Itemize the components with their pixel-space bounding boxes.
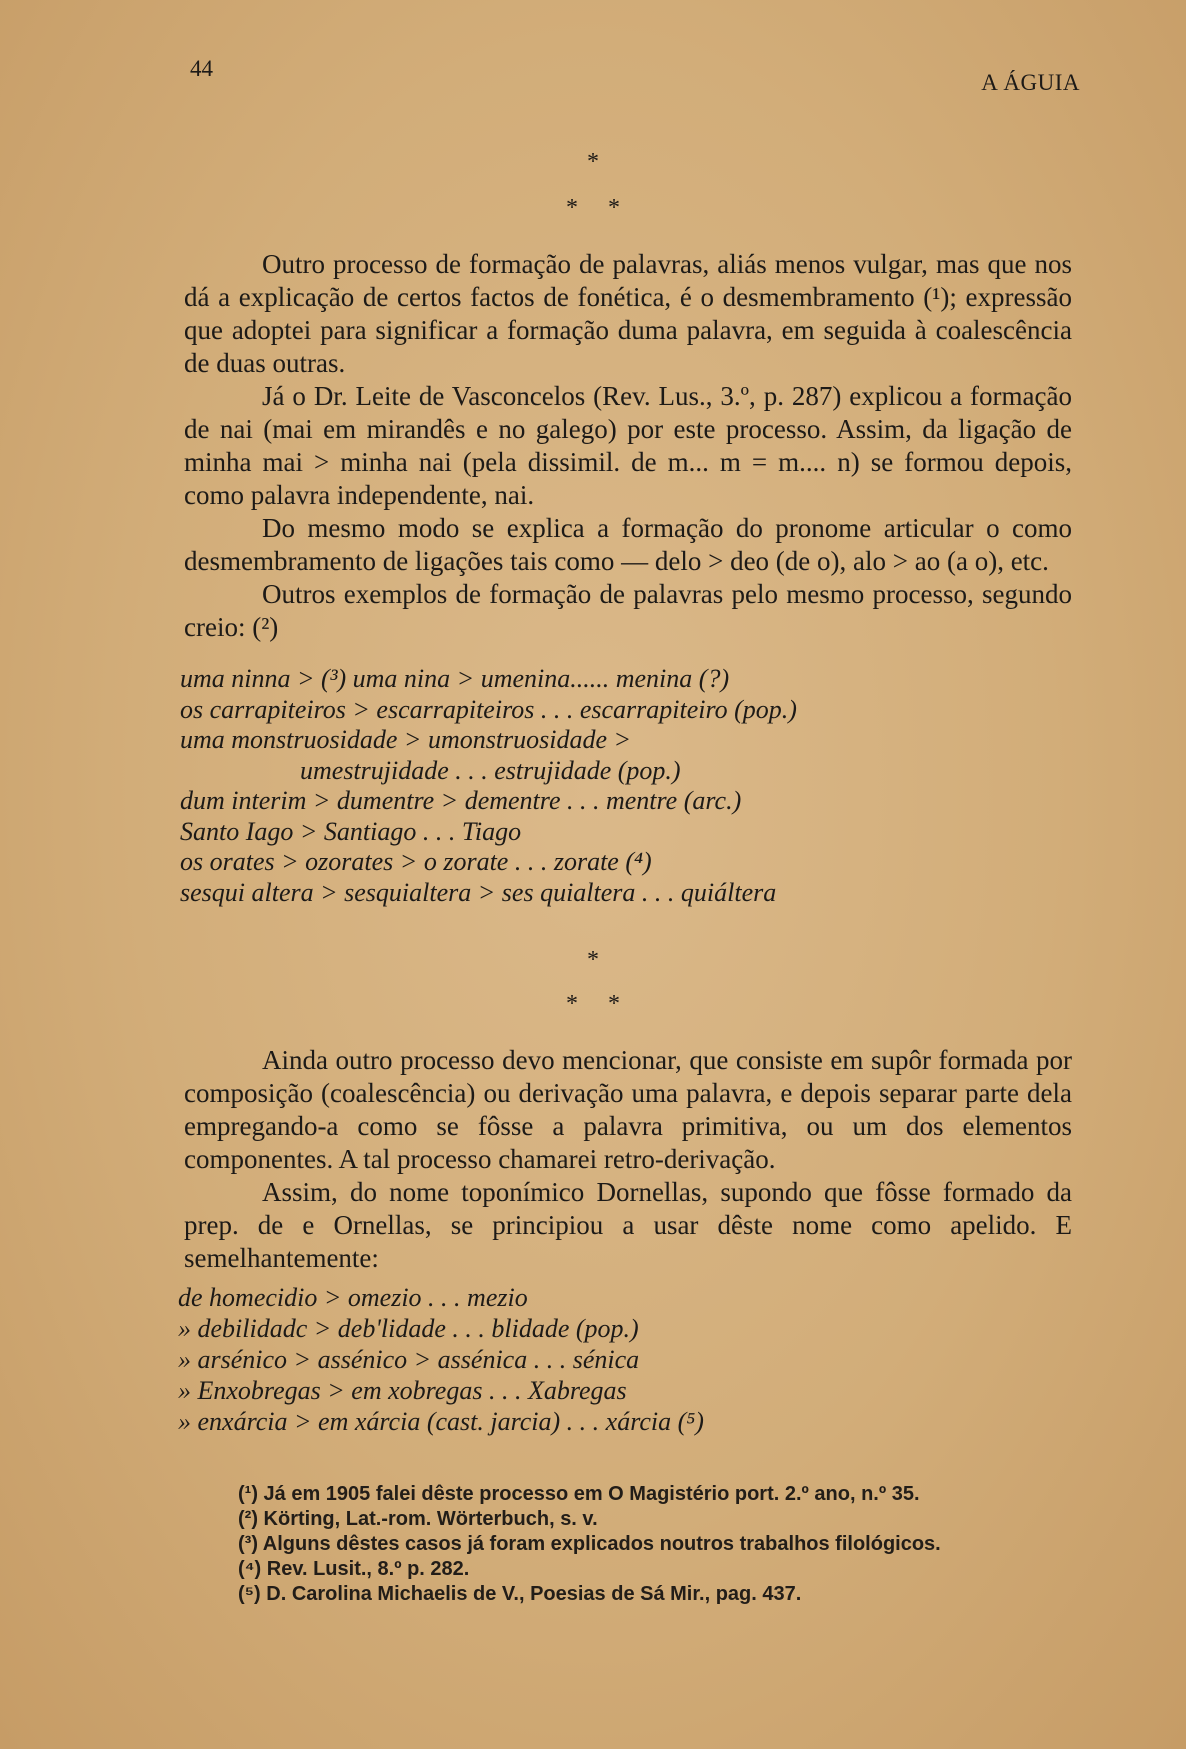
footnote: (⁵) D. Carolina Michaelis de V., Poesias de Sá Mir., pag. 437.: [238, 1583, 802, 1605]
example-line: os carrapiteiros > escarrapiteiros . . . escarrapiteiro (pop.): [180, 694, 797, 724]
paragraph: Do mesmo modo se explica a formação do pronome articular o como desmembramento de ligações tais como — delo > deo (de o), alo > ao (a o), etc.: [184, 513, 1072, 576]
page-header: [190, 56, 1080, 96]
example-line: » arsénico > assénico > assénica . . . sénica: [178, 1345, 640, 1374]
footnote: (⁴) Rev. Lusit., 8.º p. 282.: [238, 1558, 470, 1580]
running-title: A ÁGUIA: [981, 70, 1080, 95]
example-line: de homecidio > omezio . . . mezio: [178, 1283, 528, 1312]
footnotes: [238, 1482, 1058, 1607]
footnote: (²) Körting, Lat.-rom. Wörterbuch, s. v.: [238, 1508, 598, 1530]
separator-stars-bottom: * *: [566, 195, 620, 221]
example-line: os orates > ozorates > o zorate . . . zorate (⁴): [180, 847, 652, 876]
section-retro-derivacao: [184, 1044, 1072, 1275]
example-line: Santo Iago > Santiago . . . Tiago: [180, 816, 522, 846]
example-line: » Enxobregas > em xobregas . . . Xabregas: [178, 1376, 627, 1405]
example-line: » enxárcia > em xárcia (cast. jarcia) . . . xárcia (⁵): [178, 1407, 704, 1436]
example-list-retro-derivacao: [178, 1282, 1078, 1437]
paragraph: Assim, do nome toponímico Dornellas, supondo que fôsse formado da prep. de e Ornellas, se principiou a usar dêste nome como apelido. E semelhantemente:: [184, 1177, 1072, 1273]
example-line: dum interim > dumentre > dementre . . . mentre (arc.): [180, 786, 742, 815]
paragraph: Outros exemplos de formação de palavras pelo mesmo processo, segundo creio: (²): [184, 579, 1072, 642]
paragraph: Já o Dr. Leite de Vasconcelos (Rev. Lus., 3.º, p. 287) explicou a formação de nai (mai em mirandês e no galego) por este processo. Assim, da ligação de minha mai > minha nai (pela dissimil. de m... m = m.... n) se formou depois, como palavra independente, nai.: [184, 381, 1072, 510]
footnote: (³) Alguns dêstes casos já foram explicados noutros trabalhos filológicos.: [238, 1533, 941, 1555]
example-line: uma monstruosidade > umonstruosidade >: [180, 725, 632, 754]
paragraph: Ainda outro processo devo mencionar, que consiste em supôr formada por composição (coalescência) ou derivação uma palavra, e depois separar parte dela empregando-a como se fôsse a palavra primitiva, ou um dos elementos componentes. A tal processo chamarei retro-derivação.: [184, 1045, 1072, 1174]
example-line: sesqui altera > sesquialtera > ses quialtera . . . quiáltera: [180, 877, 777, 907]
example-line: uma ninna > (³) uma nina > umenina...... menina (?): [180, 664, 730, 693]
example-line: umestrujidade . . . estrujidade (pop.): [300, 755, 681, 785]
footnote: (¹) Já em 1905 falei dêste processo em O Magistério port. 2.º ano, n.º 35.: [238, 1483, 920, 1505]
paragraph: Outro processo de formação de palavras, aliás menos vulgar, mas que nos dá a explicação de certos factos de fonética, é o desmembramento (¹); expressão que adoptei para significar a formação duma palavra, em seguida à coalescência de duas outras.: [184, 249, 1072, 378]
separator-star-top: *: [587, 947, 599, 973]
separator-stars-bottom: * *: [566, 991, 620, 1017]
example-line: » debilidadc > deb'lidade . . . blidade (pop.): [178, 1314, 639, 1343]
page-number: 44: [190, 56, 213, 81]
section-desmembramento: [184, 248, 1072, 644]
example-list-desmembramento: [180, 664, 1080, 908]
separator-star-top: *: [587, 149, 599, 175]
